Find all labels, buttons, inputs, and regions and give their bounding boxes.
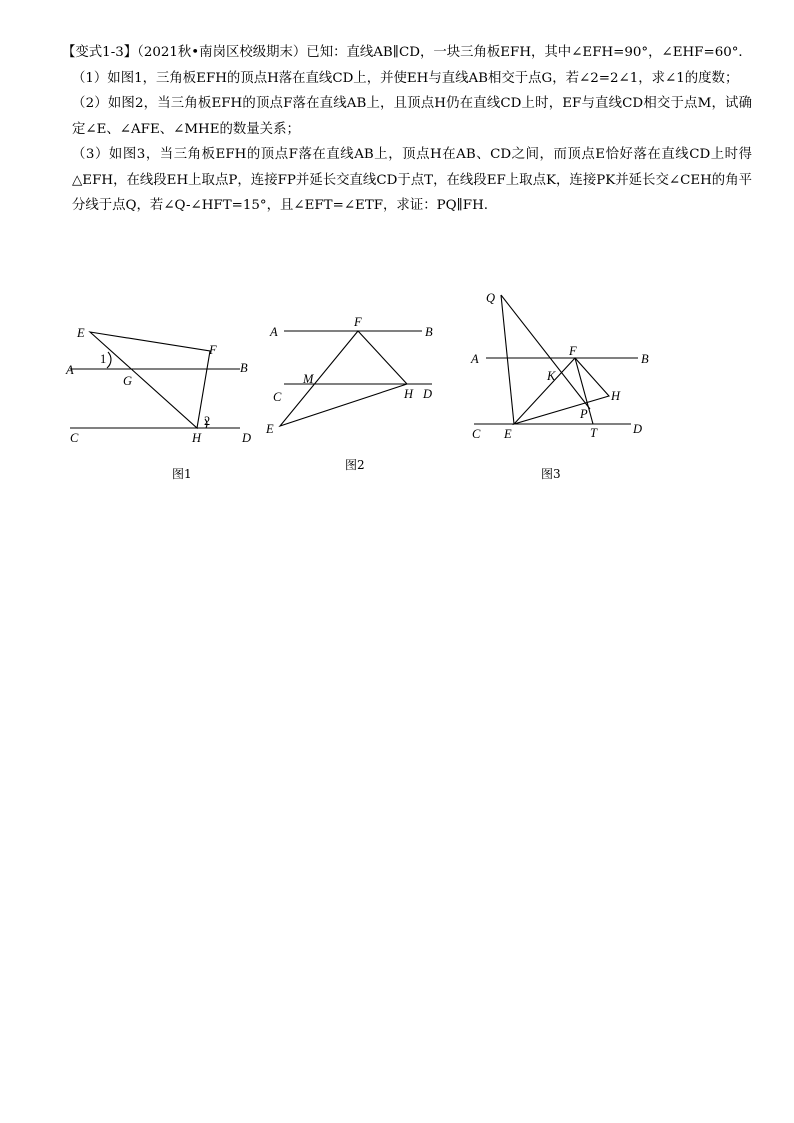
fig3-triangle-efh xyxy=(514,358,609,424)
fig3-segment-eq xyxy=(501,295,514,424)
fig2-label-d: D xyxy=(423,387,433,401)
fig1-label-c: C xyxy=(70,431,79,445)
fig1-label-f: F xyxy=(209,343,217,357)
fig3-label-q: Q xyxy=(486,291,496,305)
fig1-label-g: G xyxy=(123,374,133,388)
fig3-label-b: B xyxy=(641,352,649,366)
fig3-label-k: K xyxy=(547,369,556,383)
fig1-label-e: E xyxy=(77,326,85,340)
fig2-label-a: A xyxy=(270,325,278,339)
fig1-label-a: A xyxy=(66,363,74,377)
fig1-angle-1-arc xyxy=(107,352,111,368)
problem-part-3: （3）如图3，当三角板EFH的顶点F落在直线AB上，顶点H在AB、CD之间，而顶点E恰好落在直线CD上时得△EFH，在线段EH上取点P，连接FP并延长交直线CD于点T，在线段EF上取点K，连接PK并延长交∠CEH的角平分线于点Q，若∠Q-∠HFT=15°，且∠EFT=∠ETF，求证：PQ∥FH. xyxy=(72,147,752,213)
fig1-label-angle-1: 1 xyxy=(100,352,107,366)
fig3-label-f: F xyxy=(569,344,577,358)
fig3-segment-qp xyxy=(501,295,590,409)
fig3-label-a: A xyxy=(471,352,479,366)
fig2-label-b: B xyxy=(425,325,433,339)
figure-1 xyxy=(60,318,260,488)
fig3-label-t: T xyxy=(590,426,597,440)
fig3-caption: 图3 xyxy=(541,467,561,481)
problem-text xyxy=(62,40,752,219)
fig1-caption: 图1 xyxy=(172,467,192,481)
fig2-triangle-efh xyxy=(280,331,407,426)
fig1-label-h: H xyxy=(192,431,202,445)
fig1-label-b: B xyxy=(240,361,248,375)
fig2-label-h: H xyxy=(404,387,414,401)
problem-part-1: （1）如图1，三角板EFH的顶点H落在直线CD上，并使EH与直线AB相交于点G，若∠2=2∠1，求∠1的度数； xyxy=(72,70,739,86)
fig3-label-p: P xyxy=(580,407,588,421)
fig3-label-h: H xyxy=(611,389,621,403)
fig2-label-m: M xyxy=(303,372,314,386)
fig2-label-f: F xyxy=(354,315,362,329)
figure-2-svg xyxy=(262,314,447,484)
fig3-label-c: C xyxy=(472,427,481,441)
figure-3 xyxy=(466,287,666,487)
fig1-triangle-efh xyxy=(90,332,210,428)
figure-3-svg xyxy=(466,287,666,487)
fig1-label-angle-2: 2 xyxy=(204,414,211,428)
fig2-caption: 图2 xyxy=(345,458,365,472)
figure-1-svg xyxy=(60,318,260,488)
fig3-label-d: D xyxy=(633,422,643,436)
fig2-label-c: C xyxy=(273,390,282,404)
figure-2 xyxy=(262,314,447,484)
fig3-label-e: E xyxy=(504,427,512,441)
fig2-label-e: E xyxy=(266,422,274,436)
problem-header: 【变式1-3】（2021秋•南岗区校级期末）已知：直线AB∥CD，一块三角板EFH，其中∠EFH=90°，∠EHF=60°． xyxy=(62,45,752,60)
problem-part-2: （2）如图2，当三角板EFH的顶点F落在直线AB上，且顶点H仍在直线CD上时，EF与直线CD相交于点M，试确定∠E、∠AFE、∠MHE的数量关系； xyxy=(72,96,752,137)
fig1-label-d: D xyxy=(242,431,252,445)
